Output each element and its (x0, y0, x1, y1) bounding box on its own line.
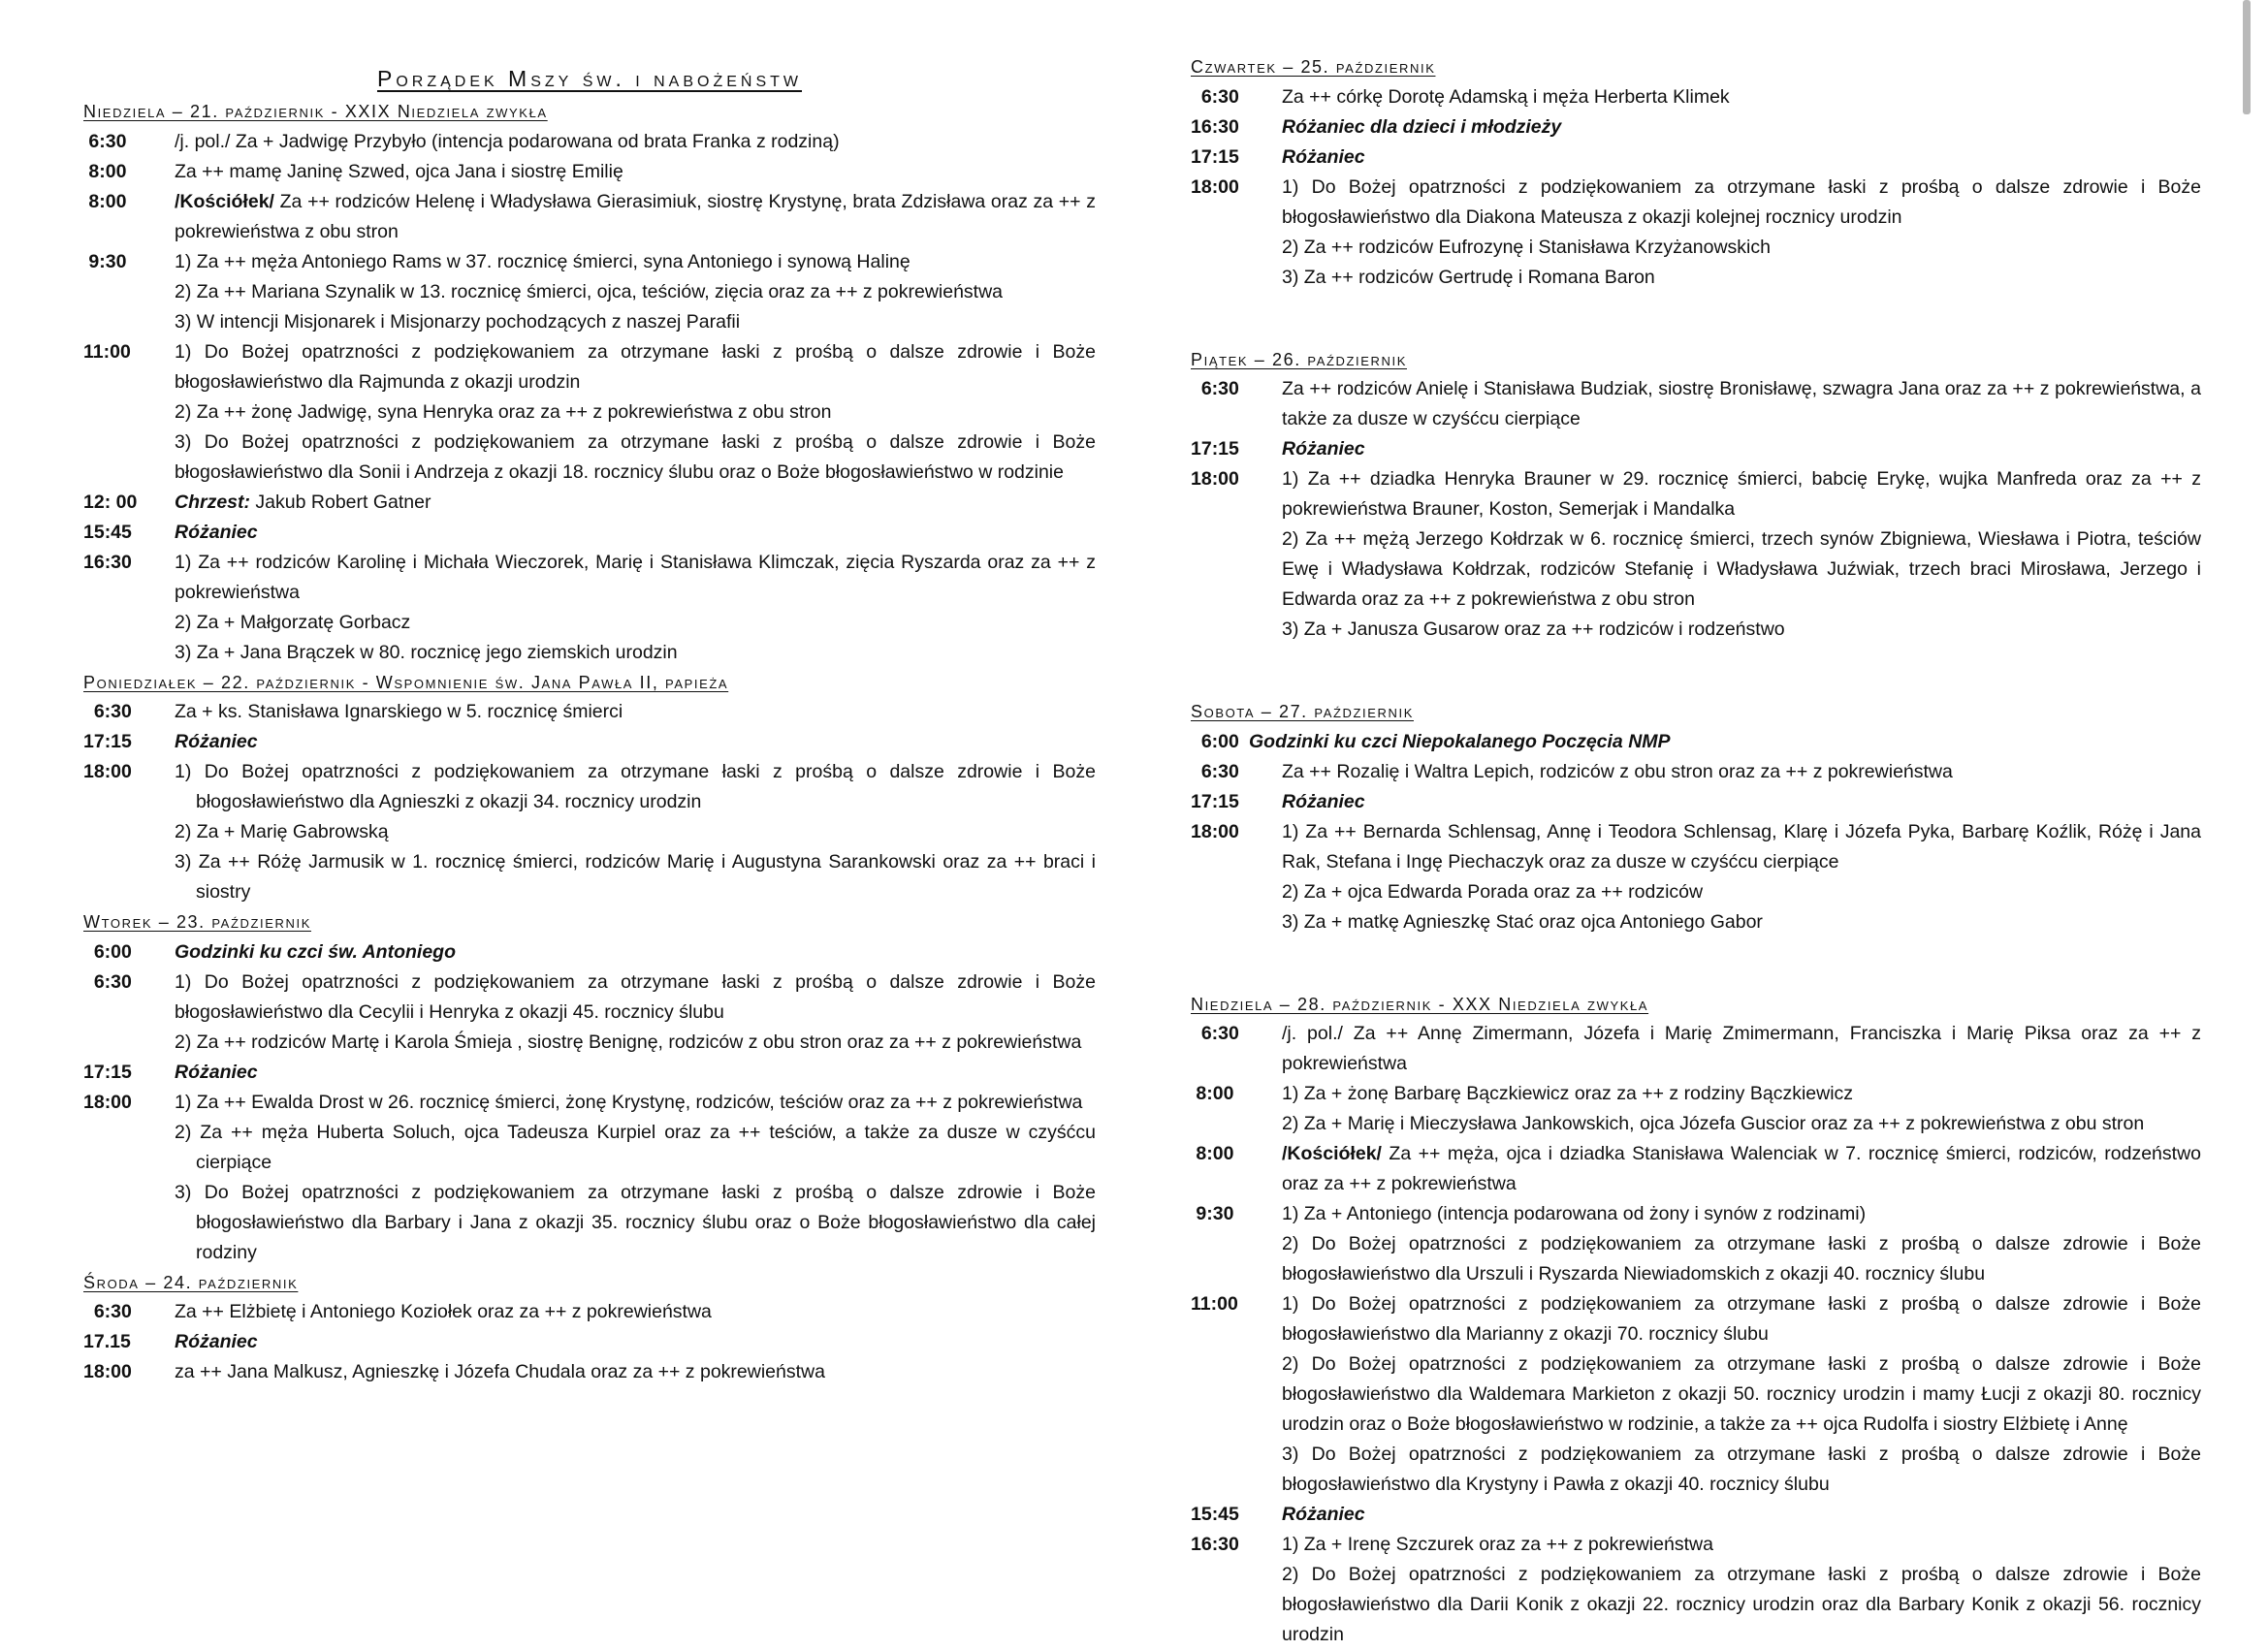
mass-entry (1191, 1500, 2201, 1530)
intention-lines (175, 127, 1096, 157)
intention-text: /j. pol./ Za + Jadwigę Przybyło (intencja podarowana od brata Franka z rodziną) (175, 131, 840, 152)
intention-text: 1) Za ++ męża Antoniego Rams w 37. rocznicę śmierci, syna Antoniego i synową Halinę (175, 251, 910, 272)
mass-time: 8:00 (1191, 1139, 1282, 1199)
day-section (1191, 345, 2201, 646)
intention-line (175, 817, 1096, 847)
mass-time: 9:30 (83, 247, 175, 337)
intention-text: 2) Do Bożej opatrzności z podziękowaniem za otrzymane łaski z prośbą o dalsze zdrowie i Boże błogosławieństwo dla Urszuli i Ryszarda Niewiadomskich z okazji 40. rocznicy ślubu (1282, 1233, 2201, 1285)
mass-time: 18:00 (1191, 173, 1282, 293)
mass-entry (83, 488, 1096, 518)
intention-line (1282, 1440, 2201, 1500)
intention-text: 3) W intencji Misjonarek i Misjonarzy pochodzących z naszej Parafii (175, 311, 740, 333)
intention-line (1282, 1560, 2201, 1650)
intention-text: 2) Za + Małgorzatę Gorbacz (175, 612, 410, 633)
day-section (1191, 52, 2201, 293)
intention-text: Za + ks. Stanisława Ignarskiego w 5. rocznicę śmierci (175, 701, 623, 722)
intention-lines (1282, 464, 2201, 645)
intention-text: Godzinki ku czci św. Antoniego (175, 941, 456, 963)
intention-text: 1) Za ++ Ewalda Drost w 26. rocznicę śmierci, żonę Krystynę, rodziców, teściów oraz za ++ z pokrewieństwa (175, 1092, 1082, 1113)
intention-text: za ++ Jana Malkusz, Agnieszkę i Józefa Chudala oraz za ++ z pokrewieństwa (175, 1361, 825, 1382)
intention-text: 2) Za ++ mężą Jerzego Kołdrzak w 6. rocznicę śmierci, trzech synów Zbigniewa, Wiesława i Piotra, teściów Ewę i Władysława Kołdrzak, rodziców Stefanię i Władysława Juźwiak, trzech braci Mirosława, Jerzego i Edwarda oraz za ++ z pokrewieństwa z obu stron (1282, 528, 2201, 610)
intention-text: Za ++ męża, ojca i dziadka Stanisława Walenciak w 7. rocznicę śmierci, rodziców, rodzeństwo oraz za ++ z pokrewieństwa (1282, 1143, 2201, 1194)
intention-lines (175, 757, 1096, 907)
mass-entry (83, 157, 1096, 187)
intention-prefix: /Kościółek/ (175, 191, 274, 212)
intention-line (175, 1118, 1096, 1178)
intention-line (1282, 1109, 2201, 1139)
mass-time: 16:30 (1191, 1530, 1282, 1650)
day-section (83, 907, 1096, 1268)
mass-time: 8:00 (83, 187, 175, 247)
intention-text: 2) Za ++ rodziców Eufrozynę i Stanisława Krzyżanowskich (1282, 237, 1771, 258)
mass-entry (83, 1327, 1096, 1357)
page-title: Porządek Mszy św. i nabożeństw (83, 60, 1096, 97)
mass-time: 6:00 (1191, 727, 1249, 757)
intention-line (1282, 1289, 2201, 1349)
intention-line (1282, 82, 2201, 112)
mass-time: 12: 00 (83, 488, 175, 518)
mass-entry (1191, 1289, 2201, 1500)
intention-lines (1282, 1139, 2201, 1199)
day-heading: Poniedziałek – 22. październik - Wspomnienie św. Jana Pawła II, papieża (83, 668, 1096, 698)
day-heading: Niedziela – 21. październik - XXIX Niedziela zwykła (83, 97, 1096, 127)
mass-entry (1191, 112, 2201, 143)
left-days (83, 97, 1096, 1387)
intention-lines (1282, 1530, 2201, 1650)
intention-line (175, 518, 1096, 548)
mass-entry (1191, 143, 2201, 173)
intention-line (1282, 112, 2201, 143)
mass-time: 16:30 (1191, 112, 1282, 143)
mass-time: 6:30 (83, 968, 175, 1058)
intention-text: 1) Za ++ rodziców Karolinę i Michała Wieczorek, Marię i Stanisława Klimczak, zięcia Ryszarda oraz za ++ z pokrewieństwa (175, 552, 1096, 603)
mass-entry (83, 127, 1096, 157)
mass-time: 16:30 (83, 548, 175, 668)
day-heading: Niedziela – 28. październik - XXX Niedziela zwykła (1191, 990, 2201, 1020)
mass-entry (83, 937, 1096, 968)
mass-entry (1191, 787, 2201, 817)
intention-line (175, 1327, 1096, 1357)
mass-entry (1191, 374, 2201, 434)
mass-entry (83, 757, 1096, 907)
mass-entry (1191, 1530, 2201, 1650)
day-heading: Środa – 24. październik (83, 1268, 1096, 1298)
intention-lines (175, 1088, 1096, 1268)
intention-lines (1282, 787, 2201, 817)
mass-time: 6:30 (83, 127, 175, 157)
intention-line (1282, 757, 2201, 787)
mass-time: 18:00 (83, 1357, 175, 1387)
mass-time: 8:00 (1191, 1079, 1282, 1139)
intention-text: Różaniec dla dzieci i młodzieży (1282, 116, 1561, 138)
mass-time: 17.15 (83, 1327, 175, 1357)
mass-time: 18:00 (83, 1088, 175, 1268)
mass-entry (83, 548, 1096, 668)
intention-line (1282, 524, 2201, 615)
mass-entry (83, 1088, 1096, 1268)
mass-entry (1191, 727, 2201, 757)
mass-time: 18:00 (1191, 464, 1282, 645)
intention-text: 3) Do Bożej opatrzności z podziękowaniem za otrzymane łaski z prośbą o dalsze zdrowie i Boże błogosławieństwo dla Sonii i Andrzeja z okazji 18. rocznicy ślubu oraz o Boże błogosławieństwo w rodzinie (175, 431, 1096, 483)
mass-entry (1191, 757, 2201, 787)
mass-entry (83, 247, 1096, 337)
day-heading: Piątek – 26. październik (1191, 345, 2201, 375)
mass-time: 17:15 (83, 1058, 175, 1088)
intention-line (1282, 1019, 2201, 1079)
mass-time: 8:00 (83, 157, 175, 187)
intention-line (175, 1297, 1096, 1327)
intention-line (1282, 1079, 2201, 1109)
intention-text: Godzinki ku czci Niepokalanego Poczęcia NMP (1249, 731, 1671, 752)
day-heading: Sobota – 27. październik (1191, 697, 2201, 727)
intention-lines (1282, 1019, 2201, 1079)
intention-text: 1) Do Bożej opatrzności z podziękowaniem za otrzymane łaski z prośbą o dalsze zdrowie i Boże błogosławieństwo dla Rajmunda z okazji urodzin (175, 341, 1096, 393)
mass-time: 6:30 (83, 697, 175, 727)
mass-time: 6:30 (1191, 82, 1282, 112)
intention-line (175, 307, 1096, 337)
intention-line (1282, 233, 2201, 263)
mass-time: 15:45 (83, 518, 175, 548)
intention-line (175, 757, 1096, 817)
intention-line (175, 1178, 1096, 1268)
intention-text: /j. pol./ Za ++ Annę Zimermann, Józefa i Marię Zmimermann, Franciszka i Marię Piksa oraz za ++ z pokrewieństwa (1282, 1023, 2201, 1074)
intention-text: 1) Do Bożej opatrzności z podziękowaniem za otrzymane łaski z prośbą o dalsze zdrowie i Boże błogosławieństwo dla Marianny z okazji 70. rocznicy ślubu (1282, 1293, 2201, 1345)
intention-text: Za ++ rodziców Helenę i Władysława Gierasimiuk, siostrę Krystynę, brata Zdzisława oraz za ++ z pokrewieństwa z obu stron (175, 191, 1096, 242)
intention-line (175, 277, 1096, 307)
intention-text: 1) Do Bożej opatrzności z podziękowaniem za otrzymane łaski z prośbą o dalsze zdrowie i Boże błogosławieństwo dla Agnieszki z okazji 34. rocznicy urodzin (175, 761, 1096, 812)
intention-text: Różaniec (1282, 438, 1365, 460)
day-heading: Wtorek – 23. październik (83, 907, 1096, 937)
intention-lines (175, 697, 1096, 727)
day-section (83, 1268, 1096, 1388)
intention-text: 2) Za + Marię Gabrowską (175, 821, 389, 842)
intention-prefix: /Kościółek/ (1282, 1143, 1382, 1164)
intention-text: Różaniec (1282, 146, 1365, 168)
mass-time: 18:00 (83, 757, 175, 907)
intention-lines (175, 1357, 1096, 1387)
mass-entry (1191, 1019, 2201, 1079)
intention-line (1282, 817, 2201, 877)
intention-text: 1) Do Bożej opatrzności z podziękowaniem za otrzymane łaski z prośbą o dalsze zdrowie i Boże błogosławieństwo dla Cecylii i Henryka z okazji 45. rocznicy ślubu (175, 971, 1096, 1023)
intention-lines (1282, 112, 2201, 143)
mass-time: 11:00 (1191, 1289, 1282, 1500)
intention-text: Za ++ mamę Janinę Szwed, ojca Jana i siostrę Emilię (175, 161, 623, 182)
intention-line (1282, 787, 2201, 817)
intention-text: 2) Za + ojca Edwarda Porada oraz za ++ rodziców (1282, 881, 1703, 903)
intention-line (175, 1357, 1096, 1387)
intention-line (175, 937, 1096, 968)
intention-lines (175, 1327, 1096, 1357)
intention-line (175, 337, 1096, 397)
intention-line (1282, 1349, 2201, 1440)
intention-lines (1282, 1500, 2201, 1530)
intention-lines (175, 548, 1096, 668)
intention-line (1282, 1500, 2201, 1530)
intention-line (1282, 907, 2201, 937)
intention-line (1282, 173, 2201, 233)
mass-entry (83, 697, 1096, 727)
intention-text: Różaniec (1282, 791, 1365, 812)
intention-lines (1282, 1199, 2201, 1289)
intention-text: Różaniec (1282, 1504, 1365, 1525)
mass-time: 6:00 (83, 937, 175, 968)
intention-text: 1) Do Bożej opatrzności z podziękowaniem za otrzymane łaski z prośbą o dalsze zdrowie i Boże błogosławieństwo dla Diakona Mateusza z okazji kolejnej rocznicy urodzin (1282, 176, 2201, 228)
mass-entry (83, 1357, 1096, 1387)
intention-text: 3) Za + Janusza Gusarow oraz za ++ rodziców i rodzeństwo (1282, 619, 1785, 640)
intention-lines (175, 247, 1096, 337)
intention-text: Za ++ Elżbietę i Antoniego Koziołek oraz za ++ z pokrewieństwa (175, 1301, 712, 1322)
intention-lines (1282, 82, 2201, 112)
intention-lines (175, 727, 1096, 757)
intention-text: 3) Do Bożej opatrzności z podziękowaniem za otrzymane łaski z prośbą o dalsze zdrowie i Boże błogosławieństwo dla Krystyny i Pawła z okazji 40. rocznicy ślubu (1282, 1444, 2201, 1495)
mass-entry (83, 1058, 1096, 1088)
intention-text: 1) Za + Antoniego (intencja podarowana od żony i synów z rodzinami) (1282, 1203, 1866, 1224)
mass-time: 9:30 (1191, 1199, 1282, 1289)
intention-lines (1282, 434, 2201, 464)
intention-text: Różaniec (175, 1062, 258, 1083)
intention-lines (1282, 1079, 2201, 1139)
mass-time: 6:30 (1191, 757, 1282, 787)
right-column (1191, 0, 2201, 1650)
intention-line (1282, 1199, 2201, 1229)
intention-text: Za ++ Rozalię i Waltra Lepich, rodziców z obu stron oraz za ++ z pokrewieństwa (1282, 761, 1953, 782)
intention-line (1282, 434, 2201, 464)
mass-time: 11:00 (83, 337, 175, 488)
mass-time: 6:30 (1191, 374, 1282, 434)
intention-lines (1282, 173, 2201, 293)
intention-text: 1) Za + Irenę Szczurek oraz za ++ z pokrewieństwa (1282, 1534, 1713, 1555)
intention-text: 2) Za ++ żonę Jadwigę, syna Henryka oraz za ++ z pokrewieństwa z obu stron (175, 401, 831, 423)
intention-text: 2) Do Bożej opatrzności z podziękowaniem za otrzymane łaski z prośbą o dalsze zdrowie i Boże błogosławieństwo dla Darii Konik z okazji 22. rocznicy urodzin oraz dla Barbary Konik z okazji 56. rocznicy urodzin (1282, 1564, 2201, 1645)
intention-line (175, 1088, 1096, 1118)
intention-prefix: Chrzest: (175, 492, 250, 513)
intention-lines (175, 1058, 1096, 1088)
intention-lines (1249, 727, 2201, 757)
intention-line (175, 187, 1096, 247)
intention-text: 2) Za ++ męża Huberta Soluch, ojca Tadeusza Kurpiel oraz za ++ teściów, a także za dusze w czyśćcu cierpiące (175, 1122, 1096, 1173)
intention-text: 2) Za + Marię i Mieczysława Jankowskich, ojca Józefa Guscior oraz za ++ z pokrewieństwa z obu stron (1282, 1113, 2144, 1134)
intention-line (175, 968, 1096, 1028)
mass-time: 18:00 (1191, 817, 1282, 937)
day-section (83, 97, 1096, 668)
mass-entry (83, 337, 1096, 488)
intention-line (175, 697, 1096, 727)
intention-line (1282, 1229, 2201, 1289)
intention-text: 3) Za ++ Różę Jarmusik w 1. rocznicę śmierci, rodziców Marię i Augustyna Sarankowski oraz za ++ braci i siostry (175, 851, 1096, 903)
intention-lines (175, 968, 1096, 1058)
intention-text: Różaniec (175, 731, 258, 752)
intention-line (1282, 1139, 2201, 1199)
intention-line (1282, 1530, 2201, 1560)
mass-time: 6:30 (83, 1297, 175, 1327)
intention-text: 3) Do Bożej opatrzności z podziękowaniem za otrzymane łaski z prośbą o dalsze zdrowie i Boże błogosławieństwo dla Barbary i Jana z okazji 35. rocznicy ślubu oraz o Boże błogosławieństwo dla całej rodziny (175, 1182, 1096, 1263)
mass-time: 17:15 (1191, 434, 1282, 464)
day-heading: Czwartek – 25. październik (1191, 52, 2201, 82)
mass-time: 17:15 (1191, 143, 1282, 173)
day-section (1191, 990, 2201, 1650)
mass-entry (1191, 817, 2201, 937)
intention-line (175, 397, 1096, 428)
intention-line (175, 847, 1096, 907)
intention-line (1282, 615, 2201, 645)
intention-lines (175, 488, 1096, 518)
intention-line (1282, 143, 2201, 173)
intention-text: 2) Za ++ rodziców Martę i Karola Śmieja , siostrę Benignę, rodziców z obu stron oraz za ++ z pokrewieństwa (175, 1031, 1081, 1053)
intention-lines (175, 187, 1096, 247)
mass-entry (1191, 1079, 2201, 1139)
mass-time: 6:30 (1191, 1019, 1282, 1079)
intention-line (175, 127, 1096, 157)
intention-line (175, 428, 1096, 488)
intention-lines (175, 157, 1096, 187)
intention-text: 3) Za + matkę Agnieszkę Stać oraz ojca Antoniego Gabor (1282, 911, 1763, 933)
intention-lines (1282, 1289, 2201, 1500)
left-column (83, 0, 1096, 1387)
intention-line (1282, 877, 2201, 907)
intention-text: 2) Do Bożej opatrzności z podziękowaniem za otrzymane łaski z prośbą o dalsze zdrowie i Boże błogosławieństwo dla Waldemara Markieton z okazji 50. rocznicy urodzin i mamy Łucji z okazji 80. rocznicy urodzin oraz o Boże błogosławieństwo w rodzinie, a także za ++ ojca Rudolfa i siostry Elżbietę i Annę (1282, 1353, 2201, 1435)
day-section (1191, 697, 2201, 937)
intention-line (175, 247, 1096, 277)
intention-line (175, 157, 1096, 187)
intention-text: Jakub Robert Gatner (250, 492, 431, 513)
mass-entry (1191, 173, 2201, 293)
mass-entry (1191, 464, 2201, 645)
mass-entry (83, 518, 1096, 548)
intention-lines (1282, 143, 2201, 173)
intention-text: Za ++ rodziców Anielę i Stanisława Budziak, siostrę Bronisławę, szwagra Jana oraz za ++ z pokrewieństwa, a także za dusze w czyśćcu cierpiące (1282, 378, 2201, 429)
intention-line (175, 638, 1096, 668)
mass-time: 17:15 (1191, 787, 1282, 817)
intention-text: Za ++ córkę Dorotę Adamską i męża Herberta Klimek (1282, 86, 1730, 108)
intention-line (175, 608, 1096, 638)
intention-lines (175, 337, 1096, 488)
day-section (83, 668, 1096, 908)
intention-lines (175, 937, 1096, 968)
mass-entry (83, 727, 1096, 757)
intention-line (1282, 464, 2201, 524)
intention-lines (1282, 757, 2201, 787)
intention-line (175, 1058, 1096, 1088)
mass-entry (83, 187, 1096, 247)
intention-line (175, 548, 1096, 608)
intention-lines (1282, 817, 2201, 937)
intention-text: 3) Za + Jana Brączek w 80. rocznicę jego ziemskich urodzin (175, 642, 678, 663)
intention-text: Różaniec (175, 1331, 258, 1352)
mass-entry (83, 968, 1096, 1058)
intention-text: Różaniec (175, 522, 258, 543)
intention-text: 1) Za + żonę Barbarę Bączkiewicz oraz za ++ z rodziny Bączkiewicz (1282, 1083, 1853, 1104)
mass-entry (1191, 82, 2201, 112)
intention-text: 1) Za ++ Bernarda Schlensag, Annę i Teodora Schlensag, Klarę i Józefa Pyka, Barbarę Koźlik, Różę i Jana Rak, Stefana i Ingę Piechaczyk oraz za dusze w czyśćcu cierpiące (1282, 821, 2201, 873)
mass-entry (1191, 434, 2201, 464)
intention-line (1249, 727, 2201, 757)
intention-line (1282, 263, 2201, 293)
intention-lines (1282, 374, 2201, 434)
intention-line (175, 488, 1096, 518)
mass-entry (83, 1297, 1096, 1327)
intention-line (175, 727, 1096, 757)
mass-entry (1191, 1139, 2201, 1199)
mass-time: 17:15 (83, 727, 175, 757)
intention-line (1282, 374, 2201, 434)
intention-text: 1) Za ++ dziadka Henryka Brauner w 29. rocznicę śmierci, babcię Erykę, wujka Manfreda oraz za ++ z pokrewieństwa Brauner, Koston, Semerjak i Mandalka (1282, 468, 2201, 520)
intention-text: 2) Za ++ Mariana Szynalik w 13. rocznicę śmierci, ojca, teściów, zięcia oraz za ++ z pokrewieństwa (175, 281, 1003, 302)
intention-lines (175, 1297, 1096, 1327)
intention-line (175, 1028, 1096, 1058)
vertical-scrollbar[interactable] (2243, 0, 2251, 114)
intention-lines (175, 518, 1096, 548)
mass-time: 15:45 (1191, 1500, 1282, 1530)
intention-text: 3) Za ++ rodziców Gertrudę i Romana Baron (1282, 267, 1655, 288)
right-days (1191, 52, 2201, 1650)
mass-entry (1191, 1199, 2201, 1289)
